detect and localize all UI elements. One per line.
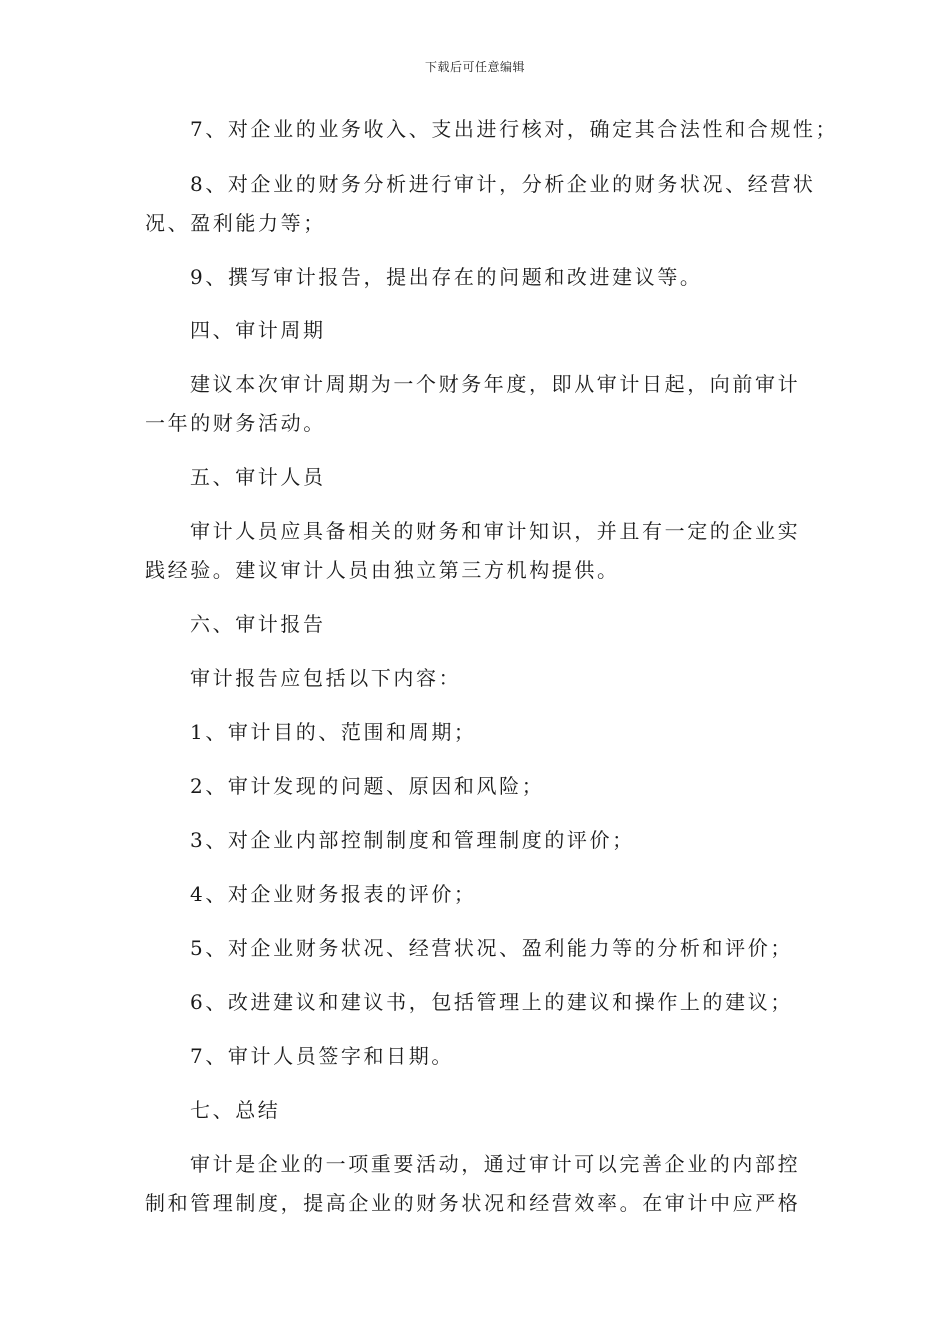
list-item: 2、审计发现的问题、原因和风险；: [190, 774, 545, 798]
paragraph-line: 9、撰写审计报告，提出存在的问题和改进建议等。: [190, 265, 703, 289]
page-header: 下载后可任意编辑: [424, 60, 525, 74]
paragraph-line: 8、对企业的财务分析进行审计，分析企业的财务状况、经营状: [190, 172, 816, 196]
paragraph-line: 一年的财务活动。: [145, 411, 326, 435]
paragraph-line: 审计人员应具备相关的财务和审计知识，并且有一定的企业实: [190, 519, 801, 543]
paragraph-line: 审计是企业的一项重要活动，通过审计可以完善企业的内部控: [190, 1152, 801, 1176]
list-item: 5、对企业财务状况、经营状况、盈利能力等的分析和评价；: [190, 936, 793, 960]
paragraph-line: 制和管理制度，提高企业的财务状况和经营效率。在审计中应严格: [145, 1191, 801, 1215]
paragraph-line: 7、对企业的业务收入、支出进行核对，确定其合法性和合规性；: [190, 117, 839, 141]
section-heading: 七、总结: [190, 1098, 281, 1122]
list-item: 4、对企业财务报表的评价；: [190, 882, 477, 906]
section-heading: 四、审计周期: [190, 318, 326, 342]
section-heading: 六、审计报告: [190, 612, 326, 636]
paragraph-line: 况、盈利能力等；: [145, 211, 326, 235]
paragraph-line: 建议本次审计周期为一个财务年度，即从审计日起，向前审计: [190, 372, 801, 396]
paragraph-line: 践经验。建议审计人员由独立第三方机构提供。: [145, 558, 620, 582]
list-item: 3、对企业内部控制制度和管理制度的评价；: [190, 828, 635, 852]
section-heading: 五、审计人员: [190, 465, 326, 489]
list-item: 1、审计目的、范围和周期；: [190, 720, 477, 744]
paragraph-line: 审计报告应包括以下内容：: [190, 666, 462, 690]
list-item: 7、审计人员签字和日期。: [190, 1044, 454, 1068]
list-item: 6、改进建议和建议书，包括管理上的建议和操作上的建议；: [190, 990, 793, 1014]
